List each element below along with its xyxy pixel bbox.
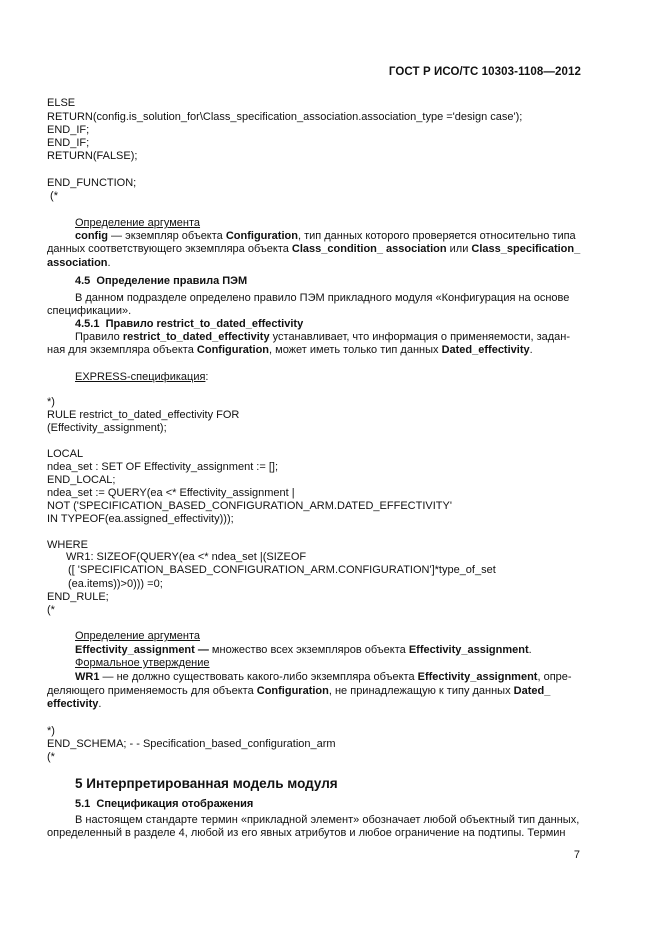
code-line: RETURN(FALSE); xyxy=(47,150,138,162)
argument-heading: Определение аргумента xyxy=(75,630,201,642)
code-line: (* xyxy=(47,604,55,616)
code-line: ndea_set : SET OF Effectivity_assignment := []; xyxy=(47,461,279,473)
code-line: END_IF; xyxy=(47,137,90,149)
express-heading: EXPRESS-спецификация: xyxy=(75,371,209,383)
section-heading: 4.5 Определение правила ПЭМ xyxy=(75,275,248,287)
paragraph-line: ная для экземпляра объекта Configuration, может иметь только тип данных Dated_effectivity. xyxy=(47,344,533,356)
code-line: (Effectivity_assignment); xyxy=(47,422,167,434)
paragraph-line: В настоящем стандарте термин «прикладной элемент» обозначает любой объектный тип данных, xyxy=(75,814,580,826)
argument-text: данных соответствующего экземпляра объекта Class_condition_ association или Class_specification_ xyxy=(47,243,581,255)
argument-text: Effectivity_assignment — множество всех экземпляров объекта Effectivity_assignment. xyxy=(75,644,532,656)
argument-heading: Определение аргумента xyxy=(75,217,201,229)
page-number: 7 xyxy=(573,849,580,861)
paragraph-line: спецификации». xyxy=(47,305,132,317)
code-line: END_SCHEMA; - - Specification_based_configuration_arm xyxy=(47,738,336,750)
code-line: RULE restrict_to_dated_effectivity FOR xyxy=(47,409,240,421)
section-heading: 5 Интерпретированная модель модуля xyxy=(75,776,338,791)
code-line: NOT ('SPECIFICATION_BASED_CONFIGURATION_ARM.DATED_EFFECTIVITY' xyxy=(47,500,452,512)
code-line: (ea.items))>0))) =0; xyxy=(68,578,163,590)
code-line: ([ 'SPECIFICATION_BASED_CONFIGURATION_ARM.CONFIGURATION']*type_of_set xyxy=(68,564,496,576)
code-line: WHERE xyxy=(47,539,88,551)
code-line: ELSE xyxy=(47,97,76,109)
code-line: LOCAL xyxy=(47,448,84,460)
code-line: END_RULE; xyxy=(47,591,109,603)
argument-text: effectivity. xyxy=(47,698,102,710)
code-line: WR1: SIZEOF(QUERY(ea <* ndea_set |(SIZEOF xyxy=(66,551,307,563)
formal-statement-heading: Формальное утверждение xyxy=(75,657,210,669)
document-code-header: ГОСТ Р ИСО/ТС 10303-1108—2012 xyxy=(388,66,581,78)
subsection-heading: 5.1 Спецификация отображения xyxy=(75,798,254,810)
paragraph-line: Правило restrict_to_dated_effectivity устанавливает, что информация о применяемости, задан- xyxy=(75,331,571,343)
code-line: END_LOCAL; xyxy=(47,474,116,486)
subsection-heading: 4.5.1 Правило restrict_to_dated_effectivity xyxy=(75,318,304,330)
argument-text: деляющего применяемость для объекта Configuration, не принадлежащую к типу данных Dated_ xyxy=(47,685,551,697)
code-line: END_FUNCTION; xyxy=(47,177,137,189)
code-line: RETURN(config.is_solution_for\Class_specification_association.association_type ='design case'); xyxy=(47,111,523,123)
paragraph-line: определенный в разделе 4, любой из его явных атрибутов и любое ограничение на подтипы. Термин xyxy=(47,827,566,839)
code-line: *) xyxy=(47,725,55,737)
argument-text: config — экземпляр объекта Configuration, тип данных которого проверяется относительно типа xyxy=(75,230,576,242)
code-line: (* xyxy=(47,751,55,763)
code-line: END_IF; xyxy=(47,124,90,136)
argument-text: WR1 — не должно существовать какого-либо экземпляра объекта Effectivity_assignment, опре- xyxy=(75,671,572,683)
code-line: *) xyxy=(47,396,55,408)
code-line: ndea_set := QUERY(ea <* Effectivity_assignment | xyxy=(47,487,295,499)
argument-text: association. xyxy=(47,257,111,269)
code-line: (* xyxy=(47,190,58,202)
paragraph-line: В данном подразделе определено правило ПЭМ прикладного модуля «Конфигурация на основе xyxy=(75,292,570,304)
code-line: IN TYPEOF(ea.assigned_effectivity))); xyxy=(47,513,234,525)
